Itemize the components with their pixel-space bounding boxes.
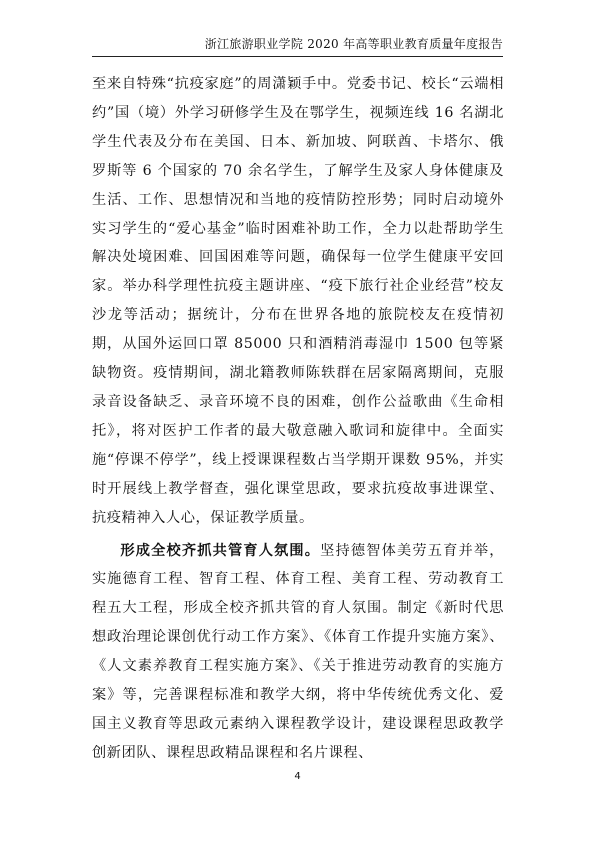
- header-title: 浙江旅游职业学院 2020 年高等职业教育质量年度报告: [204, 37, 503, 51]
- paragraph-continued: 至来自特殊“抗疫家庭”的周潇颖手中。党委书记、校长“云端相约”国（境）外学习研修学生及在鄂学生，视频连线 16 名湖北学生代表及分布在美国、日本、新加坡、阿联酋、卡塔尔、俄罗斯等 6 个国家的 70 余名学生，了解学生及家人身体健康及生活、工作、思想情况和当地的疫情防控形势；同时启动境外实习学生的“爱心基金”临时困难补助工作，全力以赴帮助学生解决处境困难、回国困难等问题，确保每一位学生健康平安回家。举办科学理性抗疫主题讲座、“疫下旅行社企业经营”校友沙龙等活动；据统计，分布在世界各地的旅院校友在疫情初期，从国外运回口罩 85000 只和酒精消毒湿巾 1500 包等紧缺物资。疫情期间，湖北籍教师陈轶群在居家隔离期间，克服录音设备缺乏、录音环境不良的困难，创作公益歌曲《生命相托》，将对医护工作者的最大敬意融入歌词和旋律中。全面实施“停课不停学”，线上授课课程数占当学期开课数 95%，并实时开展线上教学督查，强化课堂思政，要求抗疫故事进课堂、抗疫精神入人心，保证教学质量。: [92, 76, 504, 526]
- paragraph-education-atmosphere: [92, 537, 504, 768]
- paragraph-body-text: 坚持德智体美劳五育并举，实施德育工程、智育工程、体育工程、美育工程、劳动教育工程五大工程，形成全校齐抓共管的育人氛围。制定《新时代思想政治理论课创优行动工作方案》、《体育工作提升实施方案》、《人文素养教育工程实施方案》、《关于推进劳动教育的实施方案》等，完善课程标准和教学大纲，将中华传统优秀文化、爱国主义教育等思政元素纳入课程教学设计，建设课程思政教学创新团队、课程思政精品课程和名片课程、: [92, 542, 504, 761]
- page-number: 4: [294, 771, 301, 782]
- page-header: [92, 34, 503, 57]
- paragraph-lead-heading: 形成全校齐抓共管育人氛围。: [120, 542, 321, 559]
- document-body: [92, 70, 504, 768]
